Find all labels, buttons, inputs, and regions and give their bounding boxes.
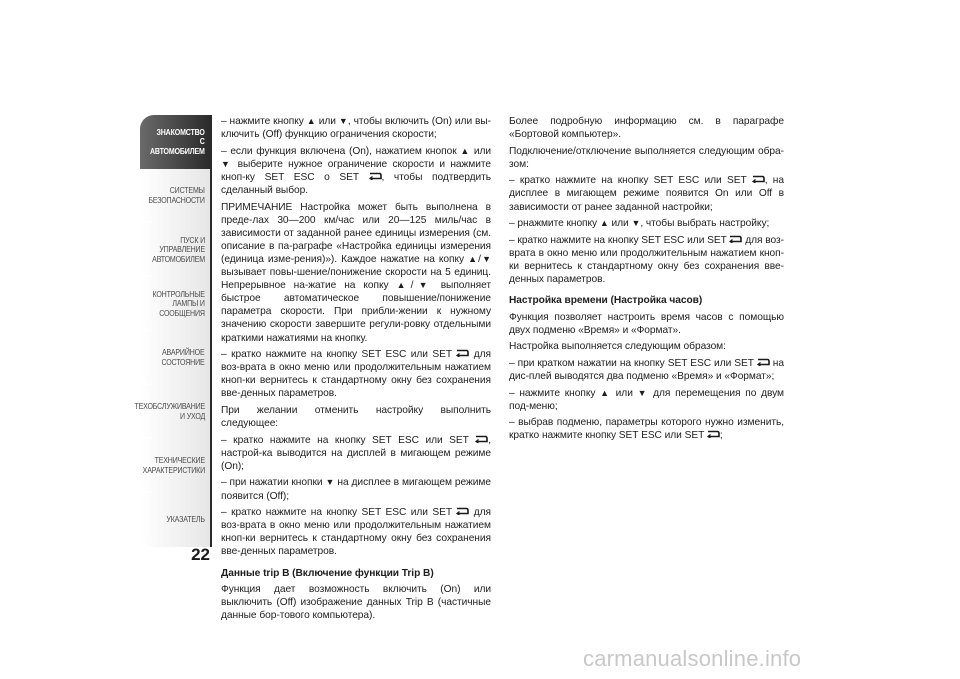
set-return-icon	[707, 430, 720, 438]
set-return-icon	[456, 507, 469, 515]
tab-sistemy-bezopasnosti[interactable]	[140, 169, 212, 223]
tab-kontrolnye-lampy[interactable]	[140, 277, 212, 331]
arrow-up-icon: ▲	[460, 145, 471, 156]
arrow-up-icon: ▲	[599, 218, 609, 229]
arrow-down-icon: ▼	[480, 253, 492, 264]
tab-ukazatel[interactable]	[140, 493, 212, 547]
paragraph: – кратко нажмите на кнопку SET ESC или SET для воз-врата в окно меню или продолжительным нажатием кноп-ки вернитесь к стандартному окну без сохранения вве-денных параметров.	[221, 349, 491, 400]
arrow-up-icon: ▲	[396, 280, 411, 291]
set-return-icon	[456, 349, 469, 357]
paragraph: Более подробную информацию см. в параграфе «Бортовой компьютер».	[509, 116, 784, 141]
paragraph: – кратко нажмите на кнопку SET ESC или SET для воз-врата в окно меню или продолжительным нажатием кноп-ки вернитесь к стандартному окну без сохранения вве-денных параметров.	[221, 507, 491, 558]
set-return-icon	[757, 358, 770, 366]
set-return-icon	[369, 172, 382, 180]
tab-label: КОНТРОЛЬНЫЕ ЛАМПЫ И СООБЩЕНИЯ	[152, 288, 205, 318]
arrow-down-icon: ▼	[637, 387, 649, 398]
arrow-up-icon: ▲	[306, 116, 316, 126]
arrow-down-icon: ▼	[325, 477, 335, 488]
paragraph: – кратко нажмите на кнопку SET ESC или SET для воз-врата в окно меню или продолжительным нажатием кноп-ки вернитесь к стандартному окну без сохранения вве-денных параметров.	[509, 234, 784, 286]
set-return-icon	[729, 235, 742, 243]
watermark: carmanualsonline.info	[583, 646, 802, 671]
tab-label: УКАЗАТЕЛЬ	[166, 514, 205, 525]
paragraph: Функция позволяет настроить время часов с помощью двух подменю «Время» и «Формат».	[509, 311, 784, 336]
tab-label: ЗНАКОМСТВО С АВТОМОБИЛЕМ	[150, 126, 205, 156]
paragraph: – кратко нажмите на кнопку SET ESC или SET , настрой-ка выводится на дисплей в мигающем режиме (On);	[221, 434, 491, 472]
arrow-down-icon: ▼	[338, 116, 348, 126]
left-column	[221, 115, 491, 626]
tab-avariynoe-sostoyanie[interactable]	[140, 331, 212, 385]
tab-label: АВАРИЙНОЕ СОСТОЯНИЕ	[161, 347, 205, 367]
paragraph: При желании отменить настройку выполнить следующее:	[221, 404, 491, 430]
paragraph: – при кратком нажатии на кнопку SET ESC или SET на дис-плей выводятся два подменю «Время» и «Формат»;	[509, 358, 784, 383]
right-column	[509, 115, 784, 446]
paragraph: – кратко нажмите на кнопку SET ESC или SET , на дисплее в мигающем режиме появится On или Off в зависимости от ранее заданной настройки;	[509, 175, 784, 213]
paragraph: Подключение/отключение выполняется следующим обра-зом:	[509, 145, 784, 170]
note-paragraph: ПРИМЕЧАНИЕ Настройка может быть выполнена в преде-лах 30—200 км/час или 20—125 миль/час в зависимости от заданной ранее единицы измерения (см. описание в па-раграфе «Настройка единицы измерения (единица изме-рения)»). Каждое нажатие на копку ▲/▼ вызывает повы-шение/понижение скорости на 5 единиц. Непрерывное на-жатие на копку ▲/▼ выполняет быстрое автоматическое повышение/понижение параметра скорости. При прибли-жении к нужному значению скорости завершите регули-ровку отдельными краткими нажатиями на кнопку.	[221, 201, 492, 344]
paragraph: – нажмите кнопку ▲ или ▼ для перемещения по двум под-меню;	[509, 387, 784, 412]
paragraph: – выбрав подменю, параметры которого нужно изменить, кратко нажмите кнопку SET ESC или SET ;	[509, 417, 784, 442]
arrow-up-icon: ▲	[468, 253, 479, 264]
tab-label: ТЕХНИЧЕСКИЕ ХАРАКТЕРИСТИКИ	[142, 455, 205, 475]
section-heading: Данные trip B (Включение функции Trip B)	[221, 567, 434, 579]
paragraph: Настройка выполняется следующим образом:	[509, 341, 726, 353]
arrow-down-icon: ▼	[413, 280, 433, 291]
tab-pusk-i-upravlenie[interactable]	[140, 223, 212, 277]
tab-label: ПУСК И УПРАВЛЕНИЕ АВТОМОБИЛЕМ	[152, 234, 205, 264]
tab-label: СИСТЕМЫ БЕЗОПАСНОСТИ	[148, 185, 205, 205]
paragraph: – если функция включена (On), нажатием кнопок ▲ или ▼ выберите нужное ограничение скорости и нажмите кноп-ку SET ESC о SET , чтобы подтвердить сделанный выбор.	[221, 145, 492, 196]
tab-tehnicheskie-harakteristiki[interactable]	[140, 439, 212, 493]
paragraph: Функция дает возможность включить (On) или выключить (Off) изображение данных Trip B (частичные данные бор-тового компьютера).	[221, 584, 491, 622]
set-return-icon	[752, 175, 765, 183]
set-return-icon	[475, 435, 488, 443]
tab-tehobsluzhivanie[interactable]	[134, 385, 212, 439]
arrow-down-icon: ▼	[221, 158, 233, 169]
tab-znakomstvo[interactable]	[140, 115, 212, 169]
paragraph: – при нажатии кнопки ▼ на дисплее в мигающем режиме появится (Off);	[221, 477, 491, 502]
section-heading: Настройка времени (Настройка часов)	[509, 295, 703, 307]
arrow-down-icon: ▼	[631, 218, 641, 229]
page-number: 22	[191, 545, 210, 564]
paragraph: – нажмите кнопку ▲ или ▼, чтобы включить (On) или вы-ключить (Off) функцию ограничения скорости;	[221, 116, 492, 141]
tab-label: ТЕХОБСЛУЖИВАНИЕ И УХОД	[134, 401, 205, 421]
arrow-up-icon: ▲	[600, 387, 611, 398]
paragraph: – рнажмите кнопку ▲ или ▼, чтобы выбрать настройку;	[509, 218, 770, 230]
